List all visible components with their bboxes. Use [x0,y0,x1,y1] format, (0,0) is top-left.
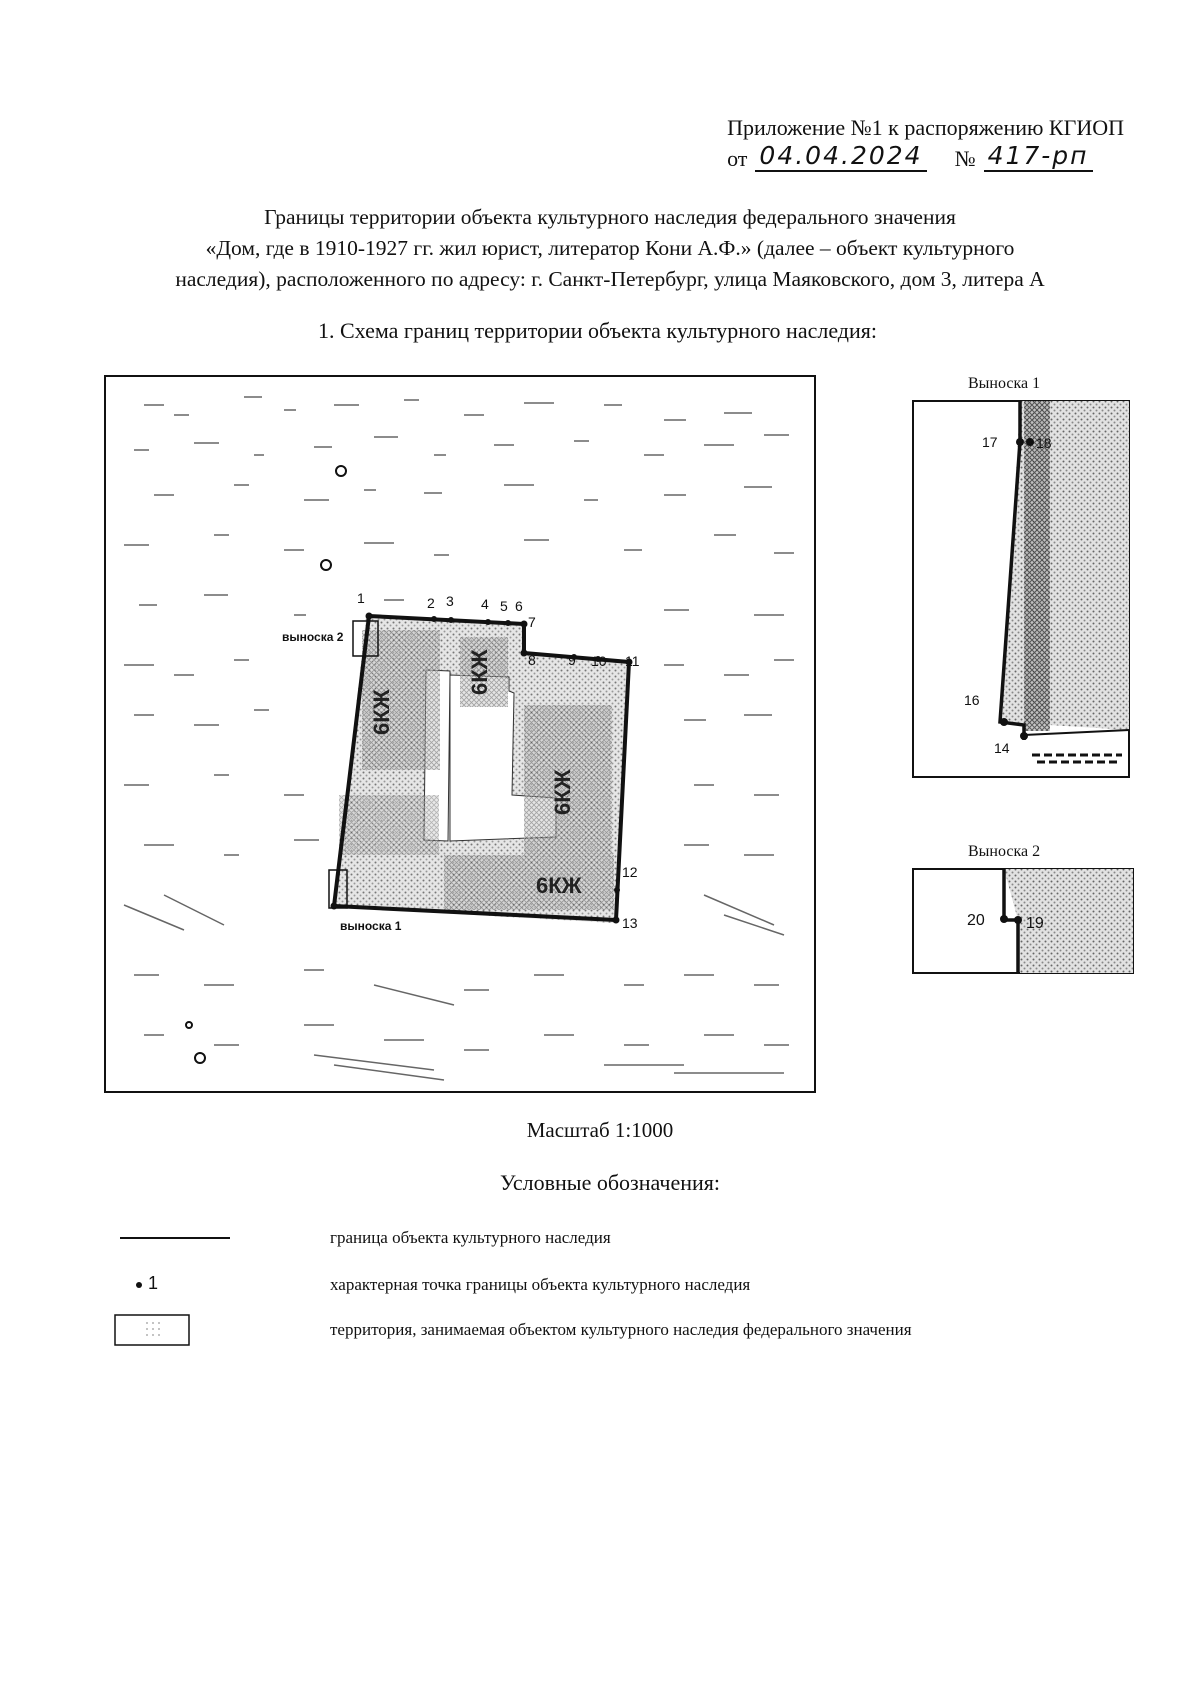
appendix-title: Приложение №1 к распоряжению КГИОП [727,115,1124,140]
svg-text:8: 8 [528,652,536,668]
svg-text:13: 13 [622,915,638,931]
callout-2-title: Выноска 2 [968,843,1041,860]
title-line-3: наследия), расположенного по адресу: г. Санкт-Петербург, улица Маяковского, дом 3, литера А [175,267,1045,291]
svg-text:1: 1 [357,590,365,606]
svg-text:2: 2 [427,595,435,611]
callout-1-point-18: 18 [1036,435,1052,451]
svg-text:3: 3 [446,593,454,609]
svg-text:5: 5 [500,598,508,614]
legend-item-boundary [110,1226,611,1250]
callout-2-point-20: 20 [967,912,985,929]
map-scale: Масштаб 1:1000 [526,1118,674,1142]
callout-2-detail [912,868,1134,974]
appendix-block [727,115,1124,172]
svg-text:7: 7 [528,614,536,630]
section-heading: 1. Схема границ территории объекта культурного наследия: [318,318,878,343]
legend-item-territory [110,1318,912,1342]
legend-text-territory: территория, занимаемая объектом культурного наследия федерального значения [330,1320,912,1339]
callout-1-detail [912,400,1130,778]
callout-2-point-19: 19 [1026,915,1044,932]
legend-point-symbol: 1 [110,1273,230,1297]
svg-text:12: 12 [622,864,638,880]
handwritten-date: 04.04.2024 [755,141,926,172]
callout-1-point-17: 17 [982,434,998,450]
legend-title: Условные обозначения: [499,1170,721,1195]
title-line-2: «Дом, где в 1910-1927 гг. жил юрист, литератор Кони А.Ф.» (далее – объект культурного [205,236,1015,260]
callout-1-label: выноска 1 [340,919,402,933]
callout-2-label: выноска 2 [282,630,344,644]
svg-text:6: 6 [515,598,523,614]
svg-text:11: 11 [625,653,640,669]
svg-text:10: 10 [591,653,607,669]
svg-text:6КЖ: 6КЖ [467,649,492,695]
number-prefix: № [954,146,976,171]
callout-1-point-14: 14 [994,740,1010,756]
svg-text:4: 4 [481,596,489,612]
date-prefix: от [727,146,748,171]
legend-item-point [110,1273,750,1297]
handwritten-number: 417-рп [984,141,1093,172]
svg-text:9: 9 [568,652,576,668]
svg-text:6КЖ: 6КЖ [369,689,394,735]
boundary-map [104,375,816,1093]
callout-1-point-16: 16 [964,692,980,708]
legend-text-boundary: граница объекта культурного наследия [330,1228,611,1247]
svg-text:6КЖ: 6КЖ [536,873,582,898]
callout-1-title: Выноска 1 [968,375,1041,392]
title-line-1: Границы территории объекта культурного наследия федерального значения [264,205,956,229]
svg-text:6КЖ: 6КЖ [550,769,575,815]
appendix-date-line [727,141,1124,172]
legend-territory-symbol [110,1318,230,1342]
legend-text-point: характерная точка границы объекта культурного наследия [330,1275,751,1294]
legend-line-symbol [110,1226,230,1250]
document-title [110,202,1110,295]
